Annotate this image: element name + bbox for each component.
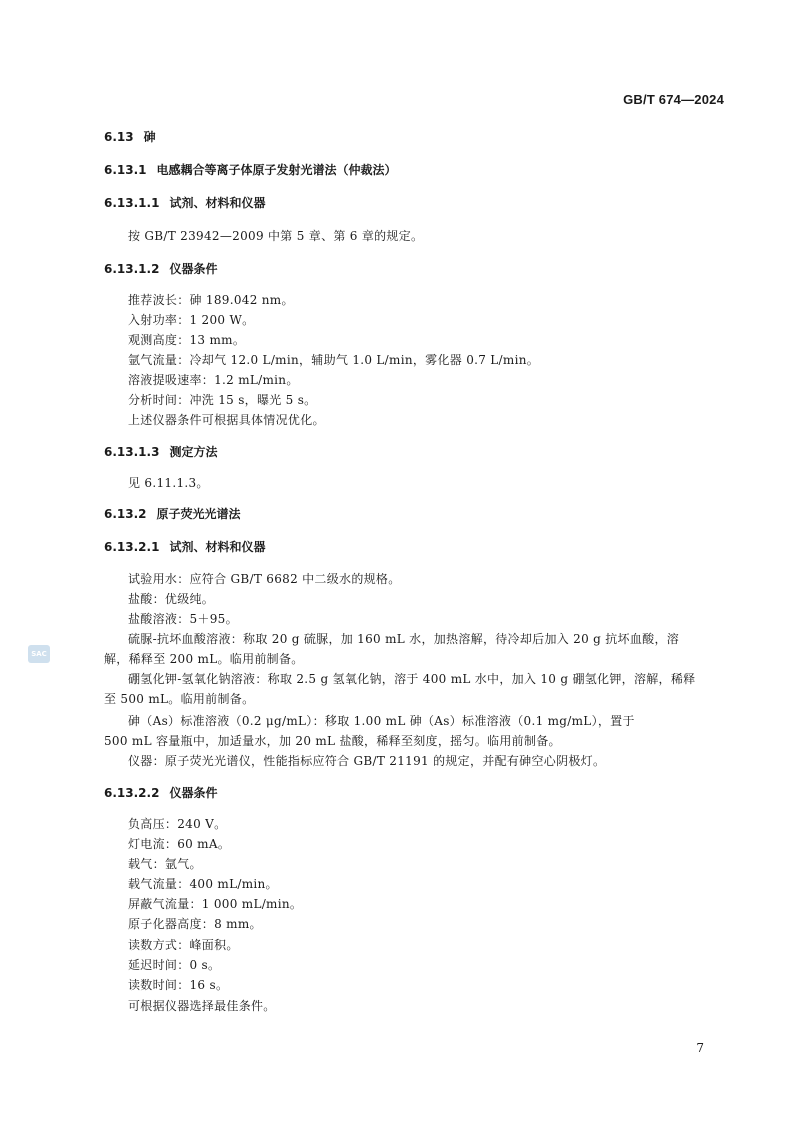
section-title: 试剂、材料和仪器 [169,196,266,210]
paragraph: 灯电流：60 mA。 [128,837,231,851]
section-number: 6.13.1 [104,163,147,177]
section-heading [104,128,156,145]
paragraph: 盐酸溶液：5＋95。 [128,612,238,626]
paragraph: 盐酸：优级纯。 [128,592,215,606]
section-heading [104,194,265,211]
section-number: 6.13.2 [104,507,147,521]
paragraph: 分析时间：冲洗 15 s，曝光 5 s。 [128,393,317,407]
paragraph: 溶液提吸速率：1.2 mL/min。 [128,373,299,387]
paragraph: 原子化器高度：8 mm。 [128,917,262,931]
paragraph-continuation: 500 mL 容量瓶中，加适量水，加 20 mL 盐酸，稀释至刻度，摇匀。临用前制备。 [104,734,561,748]
paragraph: 砷（As）标准溶液（0.2 μg/mL）：移取 1.00 mL 砷（As）标准溶液（0.1 mg/mL），置于 [128,714,635,728]
section-heading [104,538,265,555]
paragraph: 上述仪器条件可根据具体情况优化。 [128,413,325,427]
section-title: 测定方法 [169,445,218,459]
paragraph: 读数方式：峰面积。 [128,938,239,952]
section-number: 6.13.1.3 [104,445,160,459]
section-number: 6.13.2.1 [104,540,160,554]
side-watermark-logo: SAC [28,645,50,663]
paragraph: 见 6.11.1.3。 [128,476,209,490]
section-title: 仪器条件 [169,262,218,276]
paragraph: 仪器：原子荧光光谱仪，性能指标应符合 GB/T 21191 的规定，并配有砷空心阴极灯。 [128,754,606,768]
section-number: 6.13.2.2 [104,786,160,800]
paragraph: 可根据仪器选择最佳条件。 [128,999,276,1013]
paragraph: 入射功率：1 200 W。 [128,313,255,327]
paragraph: 载气：氩气。 [128,857,202,871]
section-heading [104,443,217,460]
paragraph: 读数时间：16 s。 [128,978,229,992]
paragraph: 按 GB/T 23942—2009 中第 5 章、第 6 章的规定。 [128,229,424,243]
paragraph: 氩气流量：冷却气 12.0 L/min，辅助气 1.0 L/min，雾化器 0.7 L/min。 [128,353,540,367]
standard-code: GB/T 674—2024 [623,92,724,107]
section-heading [104,260,217,277]
section-title: 砷 [143,130,156,144]
paragraph: 负高压：240 V。 [128,817,227,831]
paragraph-continuation: 至 500 mL。临用前制备。 [104,692,255,706]
section-title: 原子荧光光谱法 [156,507,241,521]
section-title: 仪器条件 [169,786,218,800]
paragraph: 硫脲-抗坏血酸溶液：称取 20 g 硫脲，加 160 mL 水，加热溶解，待冷却后加入 20 g 抗坏血酸，溶 [128,632,680,646]
paragraph: 延迟时间：0 s。 [128,958,221,972]
paragraph-continuation: 解，稀释至 200 mL。临用前制备。 [104,652,304,666]
paragraph: 载气流量：400 mL/min。 [128,877,278,891]
paragraph: 硼氢化钾-氢氧化钠溶液：称取 2.5 g 氢氧化钠，溶于 400 mL 水中，加入 10 g 硼氢化钾，溶解，稀释 [128,672,696,686]
section-number: 6.13.1.2 [104,262,160,276]
paragraph: 观测高度：13 mm。 [128,333,246,347]
section-number: 6.13.1.1 [104,196,160,210]
section-title: 试剂、材料和仪器 [169,540,266,554]
page-number: 7 [696,1041,704,1055]
paragraph: 推荐波长：砷 189.042 nm。 [128,293,294,307]
section-number: 6.13 [104,130,134,144]
section-heading [104,505,241,522]
paragraph: 屏蔽气流量：1 000 mL/min。 [128,897,303,911]
paragraph: 试验用水：应符合 GB/T 6682 中二级水的规格。 [128,572,401,586]
section-heading [104,784,217,801]
section-heading [104,161,397,178]
section-title: 电感耦合等离子体原子发射光谱法（仲裁法） [156,163,397,177]
